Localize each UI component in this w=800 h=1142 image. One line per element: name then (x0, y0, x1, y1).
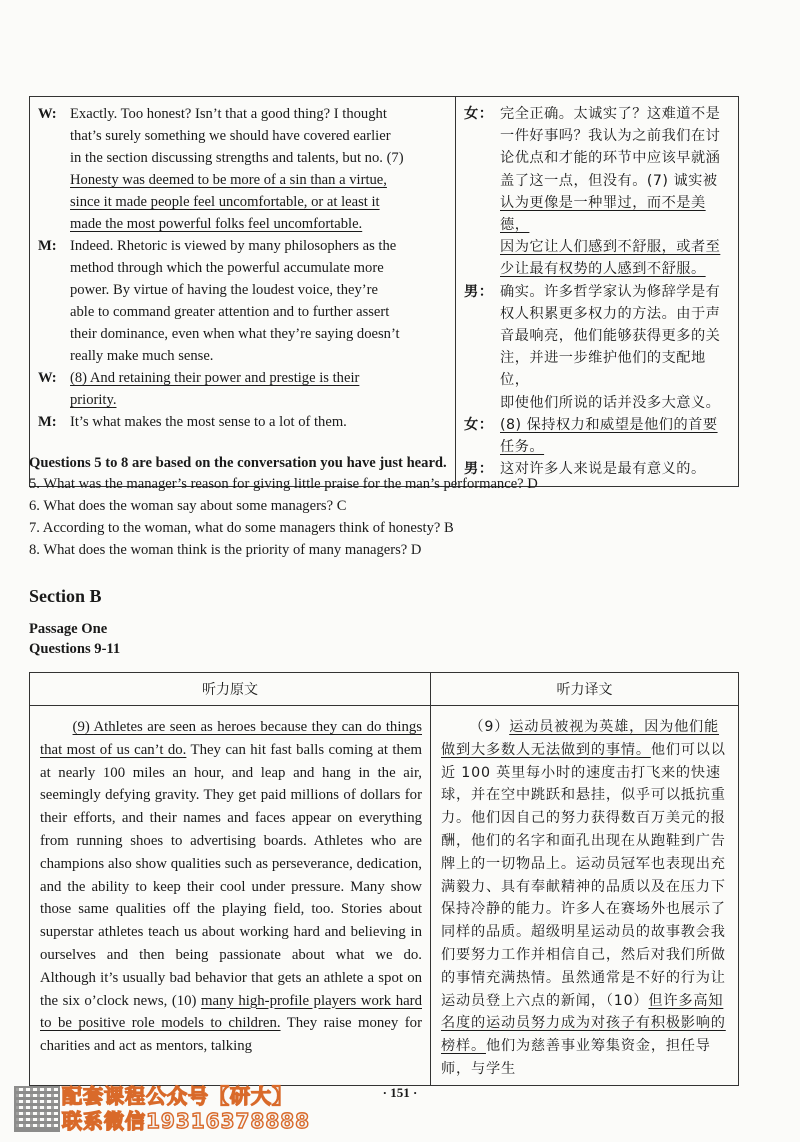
question-item: 7. According to the woman, what do some managers think of honesty? B (29, 520, 454, 536)
dialogue-line: (8) And retaining their power and prestige is their (70, 370, 360, 386)
speaker-label: 女： (464, 416, 494, 433)
dialogue-line: 注，并进一步维护他们的支配地位， (500, 350, 706, 389)
passage-title: Passage One (29, 621, 108, 637)
dialogue-turn (38, 103, 447, 235)
dialogue-line: 确实。许多哲学家认为修辞学是有 (500, 283, 721, 300)
dialogue-line: Exactly. Too honest? Isn’t that a good thing? I thought (70, 106, 387, 122)
speaker-label: W: (38, 106, 57, 122)
dialogue-turn (38, 411, 447, 433)
conversation-chinese (456, 97, 739, 487)
passage-segment: (9) (72, 719, 94, 735)
dialogue-line: 即使他们所说的话并没多大意义。 (500, 394, 721, 411)
dialogue-line: power. By virtue of having the loudest voice, they’re (70, 282, 379, 298)
dialogue-line: 盖了这一点，但没有。(7) 诚实被 (500, 172, 718, 189)
qr-code-icon (14, 1086, 60, 1132)
dialogue-turn (38, 367, 447, 411)
question-item: 5. What was the manager’s reason for giving little praise for the man’s performance? D (29, 476, 538, 492)
dialogue-line: 这对许多人来说是最有意义的。 (500, 461, 706, 478)
dialogue-turn (38, 235, 447, 367)
page-number: · 151 · (382, 1085, 418, 1100)
question-item: 6. What does the woman say about some managers? C (29, 498, 347, 514)
dialogue-line: 认为更像是一种罪过，而不是美德， (500, 194, 706, 234)
question-item: 8. What does the woman think is the priority of many managers? D (29, 542, 422, 558)
dialogue-line: that’s surely something we should have covered earlier (70, 128, 391, 144)
dialogue-line: made the most powerful folks feel uncomfortable. (70, 216, 363, 232)
dialogue-line: method through which the powerful accumulate more (70, 260, 384, 276)
passage-segment: Athletes are seen as heroes because they can do things that most of us can’t do. (40, 719, 422, 758)
dialogue-turn (464, 414, 730, 458)
dialogue-line: since it made people feel uncomfortable, or at least it (70, 194, 380, 210)
dialogue-line: their dominance, even when what they’re saying doesn’t (70, 326, 400, 342)
passage-segment: 但许多高知名度的运动员努力成为对孩子有积极影响的榜样。 (441, 992, 726, 1055)
header-original: 听力原文 (30, 673, 431, 706)
passage-segment: They raise money for charities and act as mentors, talking (40, 1015, 422, 1055)
passage-segment: （9） (469, 719, 510, 735)
passage-segment: many high-profile players work hard to be positive role models to children. (40, 992, 422, 1032)
dialogue-line: 一件好事吗？我认为之前我们在讨 (500, 128, 721, 145)
speaker-label: 女： (464, 106, 494, 122)
conversation-english (30, 97, 456, 487)
dialogue-line: priority. (70, 392, 117, 408)
dialogue-line: really make much sense. (70, 348, 214, 364)
dialogue-line: 完全正确。太诚实了？这难道不是 (500, 106, 721, 122)
dialogue-line: 少让最有权势的人感到不舒服。 (500, 261, 706, 278)
dialogue-line: 因为它让人们感到不舒服，或者至 (500, 239, 721, 256)
dialogue-line: Indeed. Rhetoric is viewed by many philosophers as the (70, 238, 397, 254)
passage-chinese (431, 706, 739, 1086)
dialogue-line: 任务。 (500, 439, 545, 456)
dialogue-line: (8) 保持权力和威望是他们的首要 (500, 416, 718, 433)
dialogue-turn (464, 103, 730, 281)
questions-range: Questions 9-11 (29, 641, 121, 657)
passage-table (29, 672, 739, 1086)
passage-segment: They can hit fast balls coming at them at nearly 100 miles an hour, and leap and hang in the air, seemingly defying gravity. They get paid millions of dollars for their efforts, and their names and faces appear on everything from running shoes to advertising boards. Athletes who are champions also show qualities such as perseverance, dedication, and the ability to keep their cool under pressure. Many show those same qualities off the playing field, too. Stories about superstar athletes teach us about working hard and believing in ourselves and then being passionate about what we do. Although it’s usually bad behavior that gets an athlete a spot on the six o’clock news, (10) (40, 741, 423, 1009)
speaker-label: M: (38, 238, 57, 254)
watermark-line-1: 配套课程公众号【研大】 (62, 1084, 293, 1108)
dialogue-line: It’s what makes the most sense to a lot of them. (70, 414, 347, 430)
watermark (62, 1084, 310, 1134)
dialogue-line: in the section discussing strengths and talents, but no. (7) (70, 150, 404, 166)
header-translation: 听力译文 (431, 673, 739, 706)
passage-segment: 运动员被视为英雄，因为他们能做到大多数人无法做到的事情。 (441, 719, 720, 758)
speaker-label: 男： (464, 283, 494, 300)
questions-heading: Questions 5 to 8 are based on the conversation you have just heard. (29, 455, 447, 471)
dialogue-line: 权人积累更多权力的方法。由于声 (500, 305, 721, 322)
passage-english (30, 706, 431, 1086)
dialogue-line: able to command greater attention and to further assert (70, 304, 390, 320)
dialogue-turn (464, 281, 730, 414)
speaker-label: W: (38, 370, 57, 386)
dialogue-line: Honesty was deemed to be more of a sin than a virtue, (70, 172, 387, 188)
passage-segment: 他们可以以近 100 英里每小时的速度击打飞来的快速球，并在空中跳跃和悬挂，似乎可以抵抗重力。他们因自己的努力获得数百万美元的报酬，他们的名字和面孔出现在从跑鞋到广告牌上的一切物品上。运动员冠军也表现出充满毅力、具有奉献精神的品质以及在压力下保持冷静的能力。许多人在赛场外也展示了同样的品质。超级明星运动员的故事教会我们要努力工作并相信自己，然后对我们所做的事情充满热情。虽然通常是不好的行为让运动员登上六点的新闻，（10） (441, 741, 726, 1009)
watermark-line-2: 联系微信19316378888 (62, 1109, 311, 1133)
passage-segment: 他们为慈善事业筹集资金，担任导师，与学生 (441, 1038, 711, 1077)
speaker-label: M: (38, 414, 57, 430)
conversation-table (29, 96, 739, 487)
dialogue-line: 音最响亮，他们能够获得更多的关 (500, 328, 721, 345)
speaker-label: 男： (464, 461, 494, 478)
dialogue-line: 论优点和才能的环节中应该早就涵 (500, 150, 721, 167)
section-title: Section B (29, 586, 102, 606)
question-list (29, 473, 538, 561)
